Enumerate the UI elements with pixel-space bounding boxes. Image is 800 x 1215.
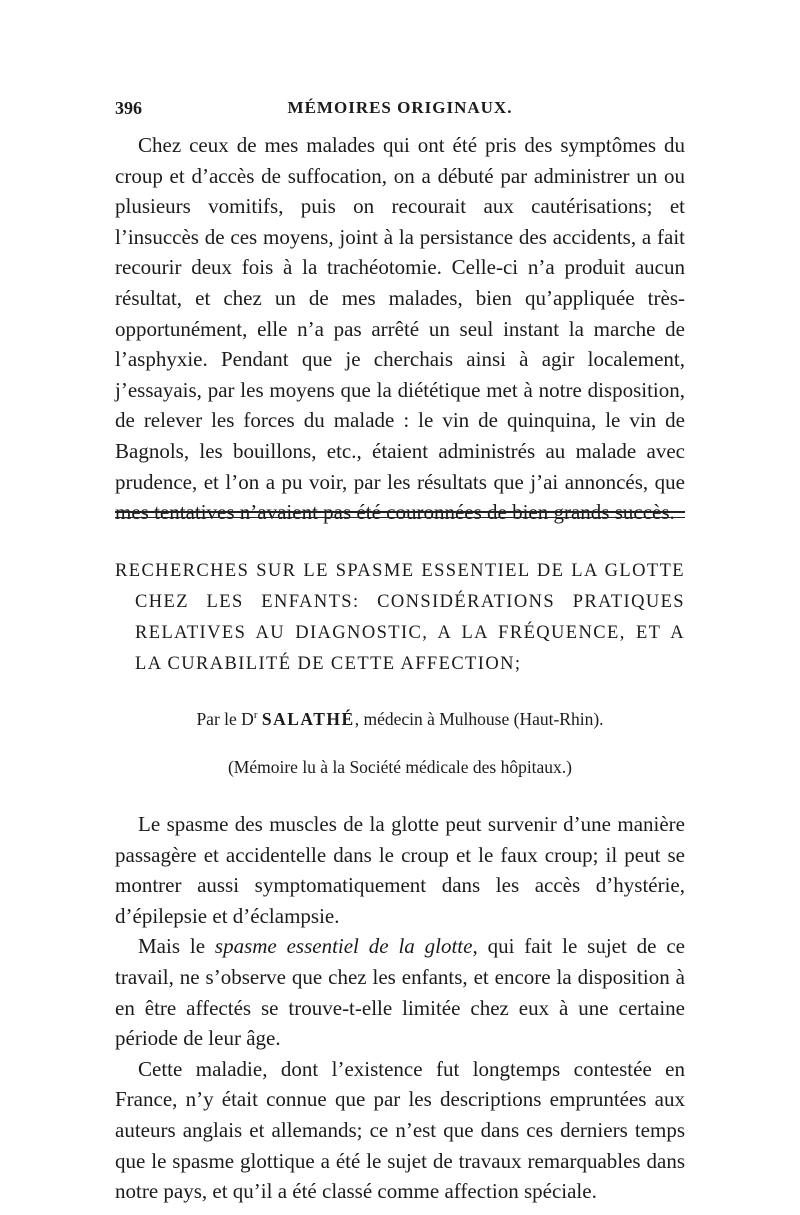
p2-after: qui fait le sujet de ce travail, ne s’observe que chez les enfants, et encore la disposition à en être affectés se trouve-t-elle limitée chez eux à une certaine période de leur âge. <box>115 934 685 1051</box>
article-body <box>115 809 685 1207</box>
section-rule-thick <box>115 511 685 513</box>
body-paragraph-3: Cette maladie, dont l’existence fut longtemps contestée en France, n’y était connue que par les descriptions empruntées aux auteurs anglais et allemands; ce n’est que dans ces derniers temps que le spasme glottique a été le sujet de travaux remarquables dans notre pays, et qu’il a été classé comme affection spéciale. <box>115 1056 685 1204</box>
body-paragraph-1: Le spasme des muscles de la glotte peut survenir d’une manière passagère et accidentelle dans le croup et le faux croup; il peut se montrer aussi symptomatiquement dans les accès d’hystérie, d’épilepsie et d’éclampsie. <box>115 812 685 928</box>
memoire-note: (Mémoire lu à la Société médicale des hôpitaux.) <box>227 757 573 777</box>
page-header <box>115 98 685 122</box>
byline-sup: r <box>253 709 258 722</box>
article-heading <box>115 556 685 680</box>
byline <box>115 709 685 730</box>
previous-article-ending <box>115 130 685 528</box>
intro-paragraph: Chez ceux de mes malades qui ont été pris des symptômes du croup et d’accès de suffocation, on a débuté par administrer un ou plusieurs vomitifs, puis on recourait aux cautérisations; et l’insuccès de ces moyens, joint à la persistance des accidents, a fait recourir deux fois à la trachéotomie. Celle-ci n’a produit aucun résultat, et chez un de mes malades, bien qu’appliquée très-opportunément, elle n’a pas arrêté un seul instant la marche de l’asphyxie. Pendant que je cherchais ainsi à agir localement, j’essayais, par les moyens que la diététique met à notre disposition, de relever les forces du malade : le vin de quinquina, le vin de Bagnols, les bouillons, etc., étaient administrés au malade avec prudence, et l’on a pu voir, par les résultats que j’ai annoncés, que mes tentatives n’avaient pas été couronnées de bien grands succès. <box>115 133 685 525</box>
author-name: SALATHÉ <box>261 709 355 729</box>
article-title: RECHERCHES SUR LE SPASME ESSENTIEL DE LA GLOTTE CHEZ LES ENFANTS: CONSIDÉRATIONS PRATIQUES RELATIVES AU DIAGNOSTIC, A LA FRÉQUENCE, ET A LA CURABILITÉ DE CETTE AFFECTION; <box>115 561 685 674</box>
byline-suffix: , médecin à Mulhouse (Haut-Rhin). <box>354 709 604 729</box>
running-title: MÉMOIRES ORIGINAUX. <box>287 98 513 117</box>
section-rule-thin <box>115 517 685 518</box>
page-number: 396 <box>115 98 142 118</box>
byline-prefix: Par le D <box>196 709 254 729</box>
p2-before: Mais le <box>138 934 215 959</box>
body-paragraph-2 <box>115 931 685 1053</box>
p2-emphasis: spasme essentiel de la glotte, <box>214 934 478 959</box>
